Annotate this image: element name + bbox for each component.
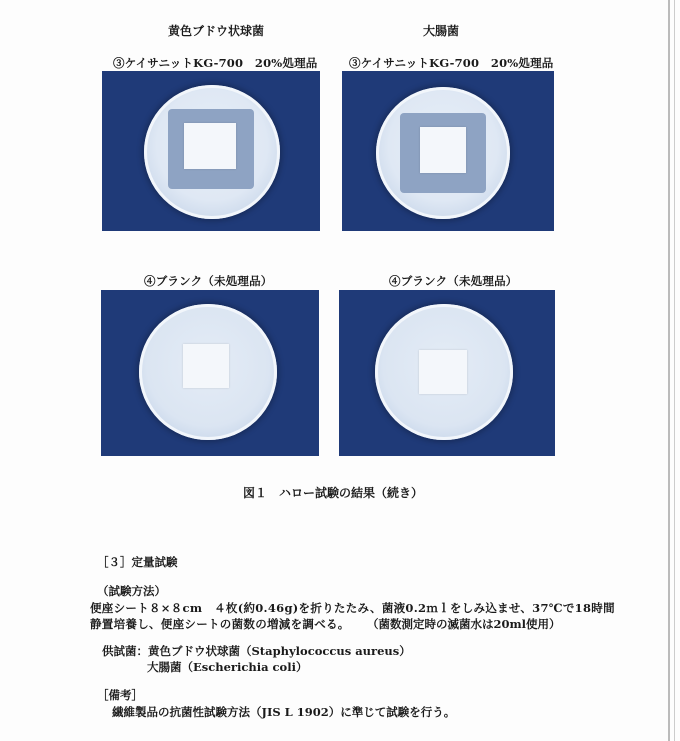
figure-caption: 図１ ハロー試験の結果（続き） — [243, 486, 424, 500]
petri-photo-blank-staph — [101, 290, 319, 456]
caption-blank-right: ④ブランク（未処理品） — [389, 274, 518, 288]
method-note: （菌数測定時の滅菌水は20ml使用） — [367, 617, 561, 631]
petri-photo-treated-ecoli — [342, 71, 554, 231]
strain-line-2: 大腸菌（Escherichia coli） — [147, 660, 308, 674]
remarks-text: 繊維製品の抗菌性試験方法（JIS L 1902）に準じて試験を行う。 — [112, 705, 456, 719]
petri-photo-blank-ecoli — [339, 290, 555, 456]
sample-sheet — [183, 344, 229, 388]
caption-blank-left: ④ブランク（未処理品） — [144, 274, 273, 288]
left-column-title: 黄色ブドウ状球菌 — [168, 24, 265, 38]
section-heading: ［３］定量試験 — [97, 555, 178, 569]
sample-sheet — [420, 127, 466, 173]
page-edge — [668, 0, 670, 741]
sample-sheet — [419, 350, 467, 394]
sample-sheet — [184, 123, 236, 169]
remarks-heading: ［備考］ — [97, 688, 143, 702]
right-column-title: 大腸菌 — [423, 24, 460, 38]
method-line-2: 静置培養し、便座シートの菌数の増減を調べる。 — [90, 617, 350, 631]
caption-treated-right: ③ケイサニットKG-700 20%処理品 — [349, 56, 554, 70]
page-edge — [674, 0, 675, 741]
method-line-1: 便座シート８×８cm ４枚(約0.46g)を折りたたみ、菌液0.2ｍｌをしみ込ませ、37℃で18時間 — [90, 601, 615, 615]
method-heading: （試験方法） — [97, 584, 166, 598]
strain-label: 供試菌：黄色ブドウ状球菌（Staphylococcus aureus） — [102, 644, 411, 658]
petri-photo-treated-staph — [102, 71, 320, 231]
caption-treated-left: ③ケイサニットKG-700 20%処理品 — [113, 56, 318, 70]
